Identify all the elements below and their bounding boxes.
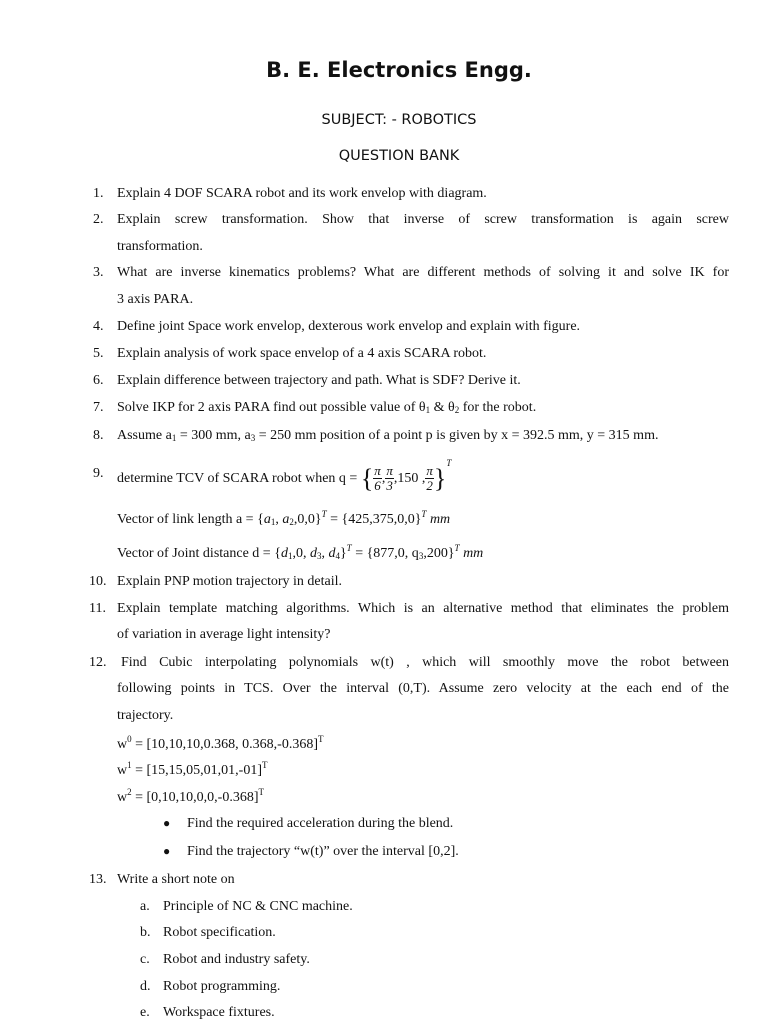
fraction: $\frac{\pi}{6}$ [374, 463, 381, 494]
question-number: 2. [93, 212, 104, 227]
question-text: determine TCV of SCARA robot when q = { $\frac{\pi}{6}$ , $\frac{\pi}{3}$ ,150 , $\frac{\pi}{2}$ }$^T$ [117, 458, 452, 494]
equation: $w^1 = [15,15,05,01,01,-01]^T$ [117, 760, 268, 778]
equation: Vector of link length $a = \{a_1$, $a_2,0,0\}^T = \{425,375,0,0\}^T$ mm [117, 509, 451, 527]
question-number: 6. [93, 373, 104, 388]
list-label: c. [140, 952, 150, 967]
bullet-icon: ● [163, 844, 171, 858]
question-number: 5. [93, 346, 104, 361]
question-number: 3. [93, 265, 104, 280]
list-label: d. [140, 979, 151, 994]
question-number: 7. [93, 400, 104, 415]
page-title: B. E. Electronics Engg. [266, 58, 532, 82]
question-text: following points in TCS. Over the interval (0,T). Assume zero velocity at the each end of the [117, 681, 729, 696]
list-label: e. [140, 1005, 150, 1020]
question-text: Explain 4 DOF SCARA robot and its work envelop with diagram. [117, 186, 487, 201]
bullet-text: Find the required acceleration during the blend. [187, 816, 454, 831]
list-text: Principle of NC & CNC machine. [163, 899, 353, 914]
question-text: Explain analysis of work space envelop of a 4 axis SCARA robot. [117, 346, 487, 361]
question-number: 11. [89, 601, 106, 616]
bullet-icon: ● [163, 816, 171, 830]
equation: Vector of Joint distance $d = \{d_1,0$, $d_3$, $d_4\}^T = \{877,0$, $q_3,200\}^T$ mm [117, 543, 484, 561]
subject-line: SUBJECT: - ROBOTICS [321, 112, 477, 128]
question-text: Solve IKP for 2 axis PARA find out possible value of $\theta_1$ & $\theta_2$ for the robot. [117, 400, 537, 415]
question-text: 3 axis PARA. [117, 292, 194, 307]
question-text: Define joint Space work envelop, dexterous work envelop and explain with figure. [117, 319, 581, 334]
question-number: 12. [89, 655, 107, 670]
list-text: Robot and industry safety. [163, 952, 310, 967]
list-text: Workspace fixtures. [163, 1005, 275, 1020]
open-brace: { [360, 463, 374, 493]
question-text: Explain difference between trajectory and path. What is SDF? Derive it. [117, 373, 521, 388]
list-text: Robot specification. [163, 925, 276, 940]
question-text: Explain template matching algorithms. Which is an alternative method that eliminates the problem [117, 601, 729, 616]
question-text: transformation. [117, 239, 203, 254]
equation: $w^0 = [10,10,10,0.368$, 0.368,-0.368]$^T$ [117, 734, 324, 752]
question-text: trajectory. [117, 708, 174, 723]
question-number: 13. [89, 872, 107, 887]
question-text: Explain screw transformation. Show that inverse of screw transformation is again screw [117, 212, 729, 227]
question-text: of variation in average light intensity? [117, 627, 331, 642]
question-number: 4. [93, 319, 104, 334]
question-text: Find Cubic interpolating polynomials w(t) , which will smoothly move the robot between [121, 655, 729, 670]
question-text: Explain PNP motion trajectory in detail. [117, 574, 342, 589]
fraction: $\frac{\pi}{3}$ [386, 463, 393, 494]
question-number: 1. [93, 186, 104, 201]
fraction: $\frac{\pi}{2}$ [426, 463, 433, 494]
list-text: Robot programming. [163, 979, 281, 994]
equation: $w^2 = [0,10,10,0,0,-0.368]^T$ [117, 787, 265, 805]
question-text: What are inverse kinematics problems? What are different methods of solving it and solve IK for [117, 265, 729, 280]
list-label: b. [140, 925, 151, 940]
question-number: 10. [89, 574, 107, 589]
bullet-text: Find the trajectory “w(t)” over the interval [0,2]. [187, 844, 459, 859]
question-number: 8. [93, 428, 104, 443]
section-heading: QUESTION BANK [338, 148, 460, 164]
question-text: Assume $a_1 = 300$ mm, $a_3 = 250$ mm position of a point p is given by x = 392.5 mm, y = 315 mm. [117, 428, 659, 443]
list-label: a. [140, 899, 150, 914]
question-number: 9. [93, 466, 104, 481]
close-brace: } [433, 463, 447, 493]
question-text: Write a short note on [117, 872, 235, 887]
